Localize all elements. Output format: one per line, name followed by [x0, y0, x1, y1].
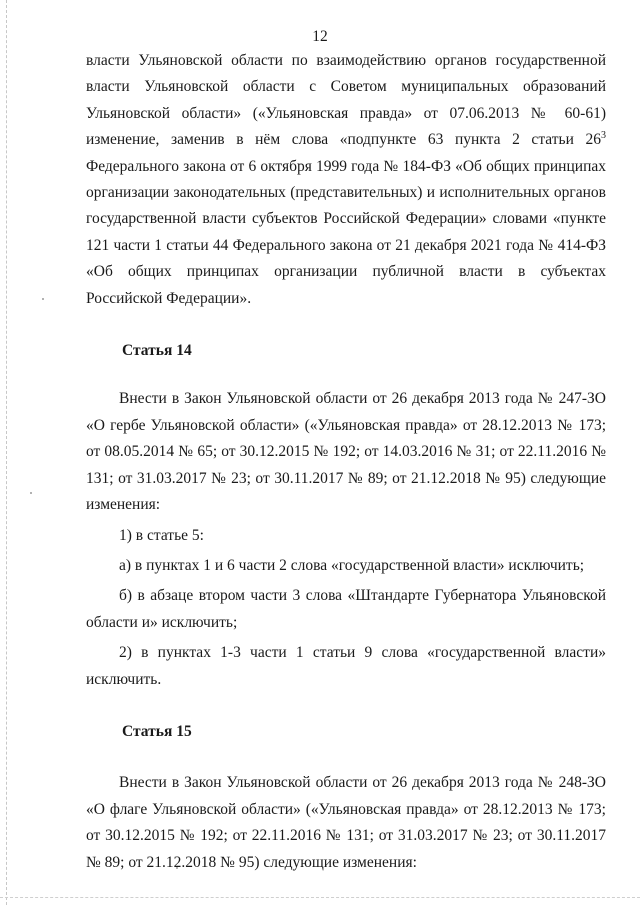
intro-text-part1: власти Ульяновской области по взаимодействию органов государственной власти Ульяновской области с Советом муниципальных образований Ульяновской области» («Ульяновская правда» от 07.06.2013 № 60-61) изменение, заменив в нём слова «подпункте 63 пункта 2 статьи 26	[86, 52, 606, 149]
article-15-heading: Статья 15	[122, 722, 192, 740]
article-14-item: б) в абзаце втором части 3 слова «Штандарте Губернатора Ульяновской области и» исключить;	[86, 587, 606, 631]
document-body	[86, 48, 606, 876]
scan-speck	[42, 298, 44, 300]
scan-left-edge	[6, 0, 8, 905]
page-number: 12	[312, 28, 328, 45]
article-14-lead: Внести в Закон Ульяновской области от 26 декабря 2013 года № 247-ЗО «О гербе Ульяновской области» («Ульяновская правда» от 28.12.2013 № 173; от 08.05.2014 № 65; от 30.12.2015 № 192; от 14.03.2016 № 31; от 22.11.2016 № 131; от 31.03.2017 № 23; от 30.11.2017 № 89; от 21.12.2018 № 95) следующие изменения:	[86, 390, 606, 514]
article-14-item: а) в пунктах 1 и 6 части 2 слова «государственной власти» исключить;	[119, 556, 585, 574]
scan-bottom-edge	[0, 897, 640, 899]
article-14-item: 2) в пунктах 1-3 части 1 статьи 9 слова «государственной власти» исключить.	[86, 644, 606, 688]
article-14-heading: Статья 14	[122, 342, 192, 360]
intro-text-part2: Федерального закона от 6 октября 1999 года № 184-ФЗ «Об общих принципах организации законодательных (представительных) и исполнительных органов государственной власти субъектов Российской Федерации» словами «пункте 121 части 1 статьи 44 Федерального закона от 21 декабря 2021 года № 414-ФЗ «Об общих принципах организации публичной власти в субъектах Российской Федерации».	[86, 157, 606, 307]
article-15-lead: Внести в Закон Ульяновской области от 26 декабря 2013 года № 248-ЗО «О флаге Ульяновской области» («Ульяновская правда» от 28.12.2013 № 173; от 30.12.2015 № 192; от 22.11.2016 № 131; от 31.03.2017 № 23; от 30.11.2017 № 89; от 21.12.2018 № 95) следующие изменения:	[86, 774, 606, 871]
scan-speck	[30, 492, 32, 494]
intro-paragraph	[86, 48, 606, 312]
article-14-item: 1) в статье 5:	[119, 526, 204, 544]
superscript-number: 3	[601, 130, 606, 142]
